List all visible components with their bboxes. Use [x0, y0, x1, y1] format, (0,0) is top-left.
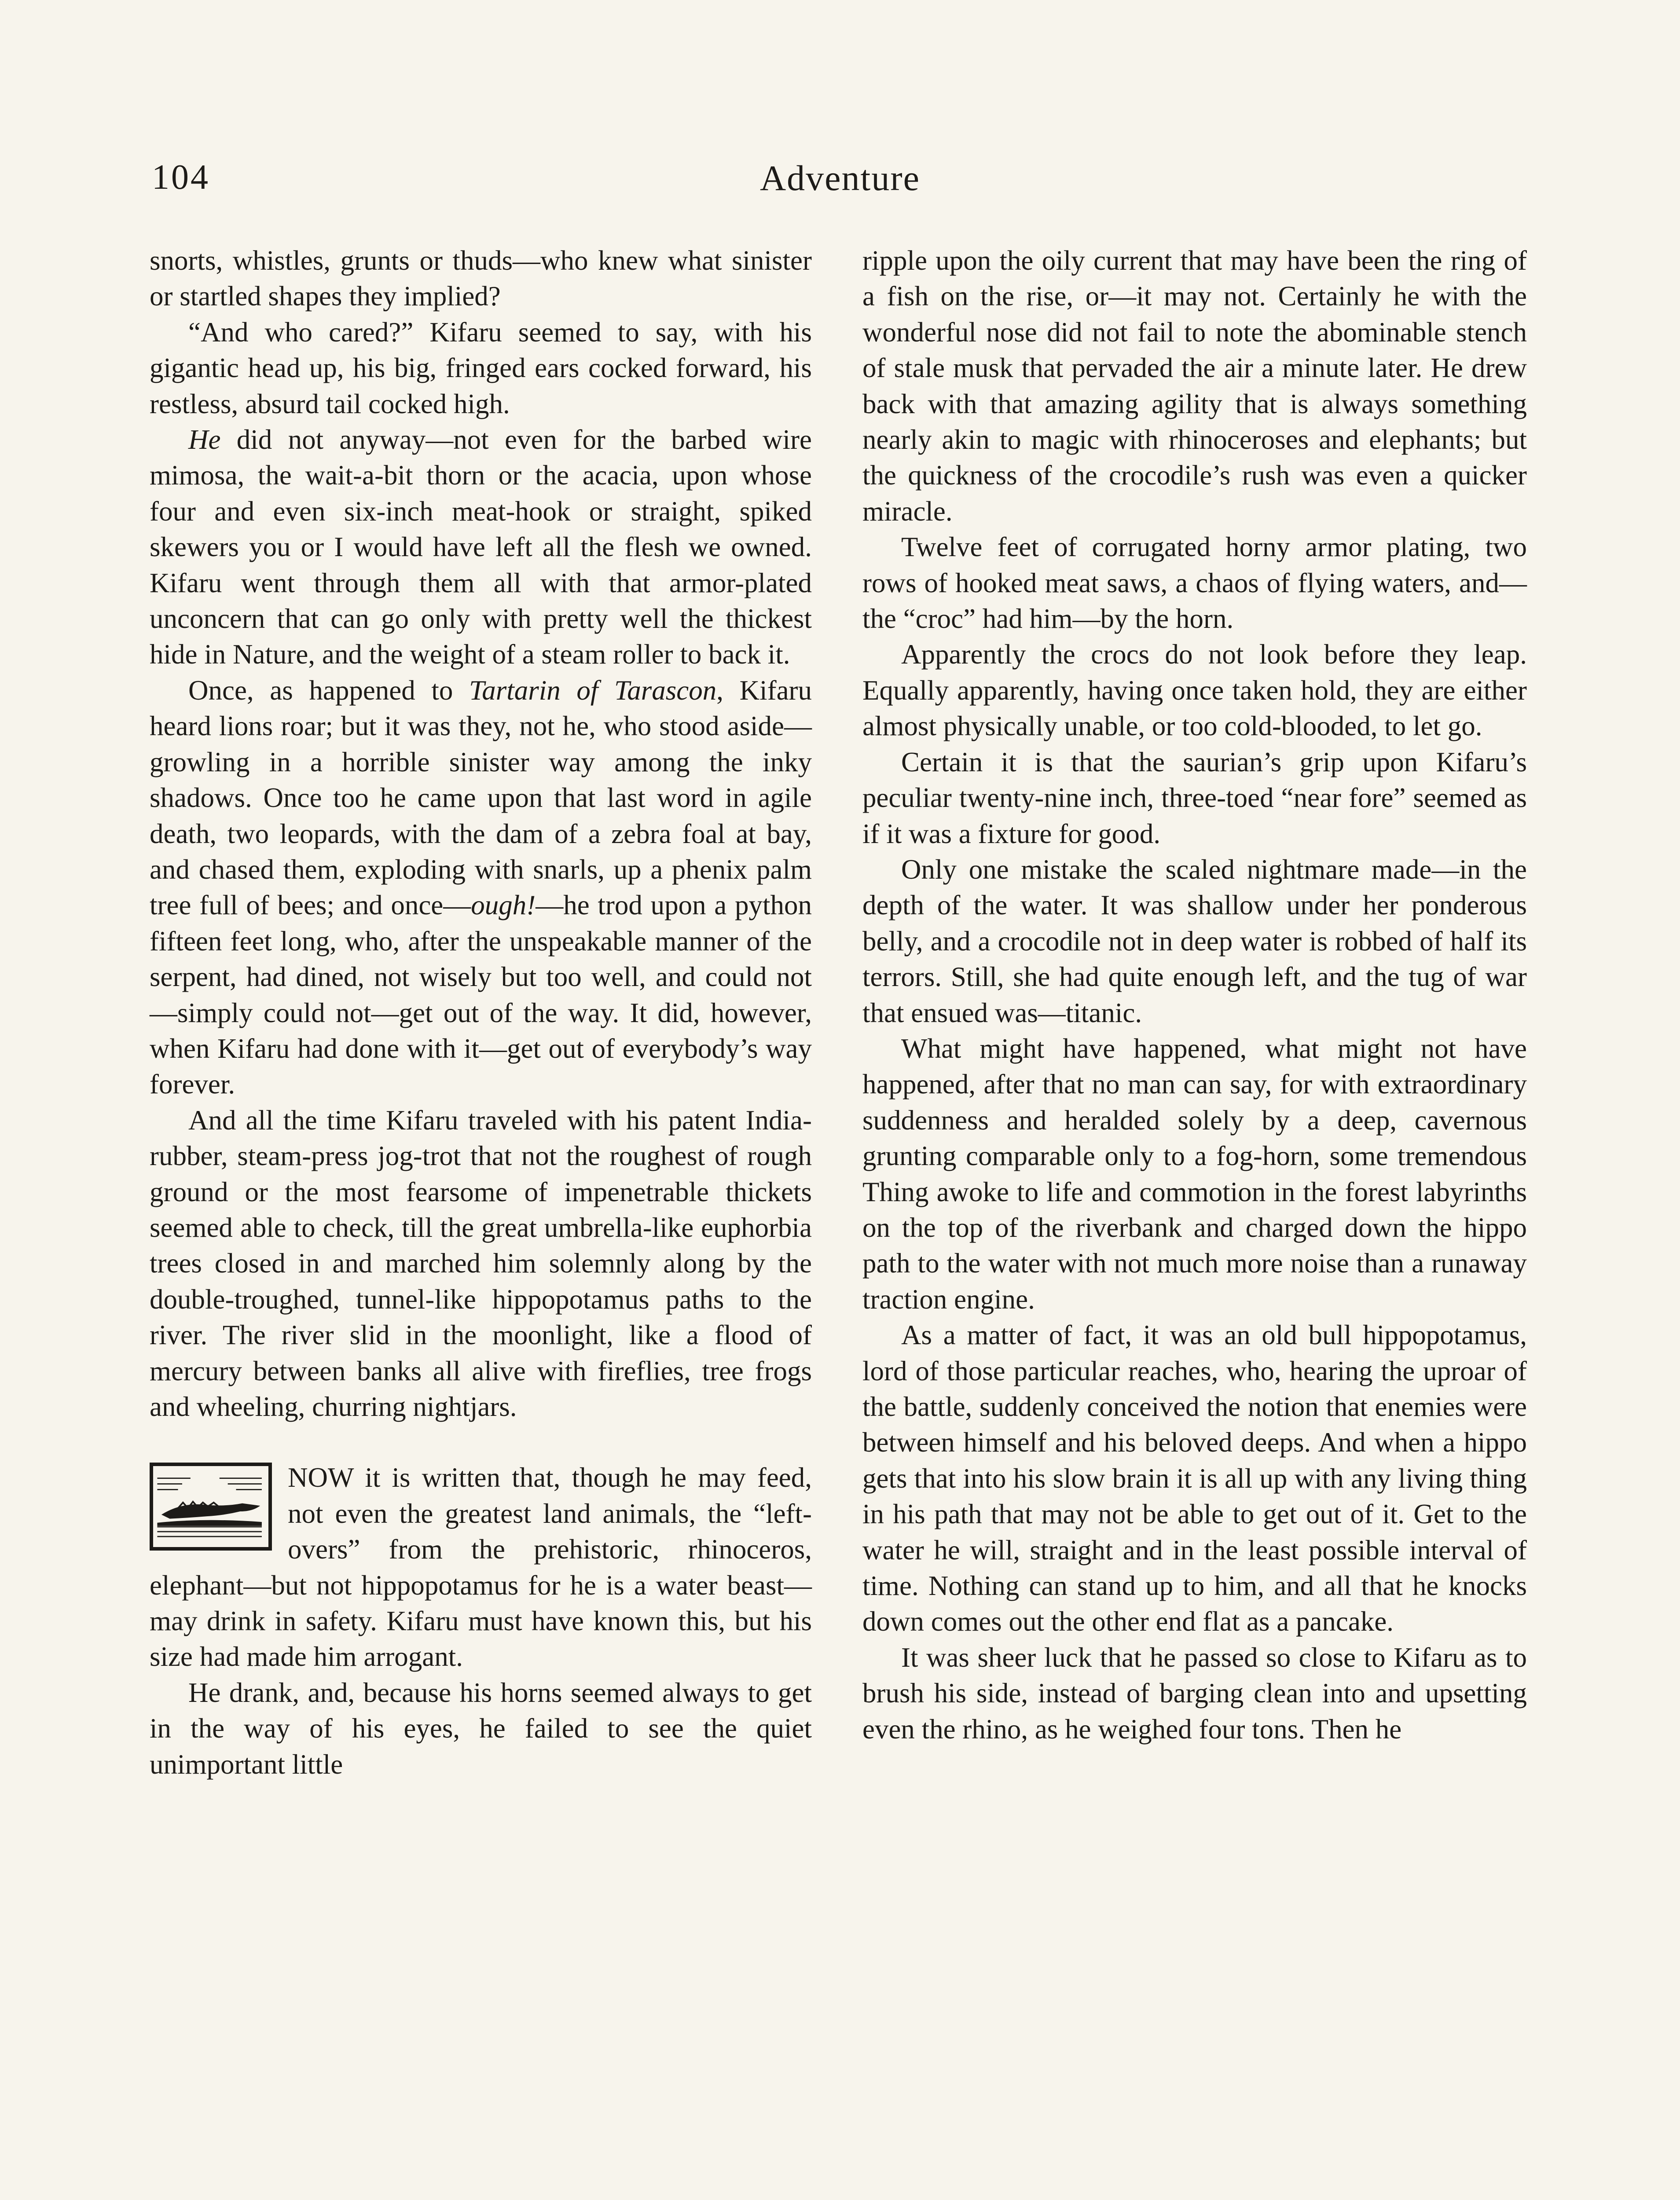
paragraph: It was sheer luck that he passed so close to Kifaru as to brush his side, instead of barging clean into and upsetting even the rhino, as he weighed four tons. Then he	[862, 1642, 1527, 1745]
emphasis-he: He	[188, 424, 221, 455]
paragraph: He drank, and, because his horns seemed always to get in the way of his eyes, he failed to see the quiet unimportant little	[150, 1677, 812, 1780]
paragraph	[150, 422, 812, 673]
paragraph: Certain it is that the saurian’s grip upon Kifaru’s peculiar twenty-nine inch, three-toed “near fore” seemed as if it was a fixture for good.	[862, 746, 1527, 849]
page-number: 104	[152, 158, 210, 197]
book-title: Tartarin of Tarascon	[469, 675, 717, 706]
paragraph: What might have happened, what might not have happened, after that no man can say, for with extraordinary suddenness and heralded solely by a deep, cavernous grunting comparable only to a fog-horn, some tremendous Thing awoke to life and commotion in the forest labyrinths on the top of the riverbank and charged down the hippo path to the water with not much more noise than a runaway traction engine.	[862, 1033, 1527, 1315]
paragraph-text: Once, as happened to	[188, 675, 453, 706]
paragraph-text: , Kifaru heard lions roar; but it was they, not he, who stood aside—growling in a horrible sinister way among the inky shadows. Once too he came upon that last word in agile death, two leopards, with the dam of a zebra foal at bay, and chased them, exploding with snarls, up a phenix palm tree full of bees; and once—	[150, 675, 812, 921]
emphasis-ough: ough!	[471, 890, 536, 921]
paragraph-text: did not anyway—not even for the barbed wire mimosa, the wait-a-bit thorn or the acacia, upon whose four and even six-inch meat-hook or straight, spiked skewers you or I would have left all the flesh we owned. Kifaru went through them all with that armor-plated unconcern that can go only with pretty well the thickest hide in Nature, and the weight of a steam roller to back it.	[150, 424, 812, 670]
right-column	[862, 243, 1527, 1747]
page-header	[0, 132, 1680, 198]
paragraph: And all the time Kifaru traveled with his patent India-rubber, steam-press jog-trot that not the roughest of rough ground or the most fearsome of impenetrable thickets seemed able to check, till the great umbrella-like euphorbia trees closed in and marched him solemnly along by the double-troughed, tunnel-like hippopotamus paths to the river. The river slid in the moonlight, like a flood of mercury between banks all alive with fireflies, tree frogs and wheeling, churring nightjars.	[150, 1104, 812, 1422]
left-column	[150, 243, 812, 1782]
paragraph	[150, 673, 812, 1103]
paragraph: “And who cared?” Kifaru seemed to say, with his gigantic head up, his big, fringed ears cocked forward, his restless, absurd tail cocked high.	[150, 316, 812, 419]
paragraph-text: NOW it is written that, though he may feed, not even the greatest land animals, the “left-overs” from the prehistoric, rhinoceros, elephant—but not hippopotamus for he is a water beast—may drink in safety. Kifaru must have known this, but his size had made him arrogant.	[150, 1462, 812, 1672]
paragraph: Apparently the crocs do not look before they leap. Equally apparently, having once taken hold, they are either almost physically unable, or too cold-blooded, to let go.	[862, 639, 1527, 742]
paragraph: Only one mistake the scaled nightmare made—in the depth of the water. It was shallow under her ponderous belly, and a crocodile not in deep water is robbed of half its terrors. Still, she had quite enough left, and the tug of war that ensued was—titanic.	[862, 854, 1527, 1028]
crocodile-vignette-icon	[150, 1463, 272, 1551]
paragraph: Twelve feet of corrugated horny armor plating, two rows of hooked meat saws, a chaos of flying waters, and—the “croc” had him—by the horn.	[862, 532, 1527, 634]
paragraph-text: —he trod upon a python fifteen feet long, who, after the unspeakable manner of the serpent, had dined, not wisely but too well, and could not—simply could not—get out of the way. It did, however, when Kifaru had done with it—get out of everybody’s way forever.	[150, 890, 812, 1100]
paragraph-with-vignette	[150, 1460, 812, 1675]
paragraph: As a matter of fact, it was an old bull hippopotamus, lord of those particular reaches, who, hearing the uproar of the battle, suddenly conceived the notion that enemies were between himself and his beloved deeps. And when a hippo gets that into his slow brain it is all up with any living thing in his path that may not be able to get out of it. Get to the water he will, straight and in the least possible interval of time. Nothing can stand up to him, and all that he knocks down comes out the other end flat as a pancake.	[862, 1320, 1527, 1637]
paragraph: ripple upon the oily current that may have been the ring of a fish on the rise, or—it may not. Certainly he with the wonderful nose did not fail to note the abominable stench of stale musk that pervaded the air a minute later. He drew back with that amazing agility that is always something nearly akin to magic with rhinoceroses and elephants; but the quickness of the crocodile’s rush was even a quicker miracle.	[862, 245, 1527, 527]
running-head: Adventure	[759, 158, 921, 198]
paragraph: snorts, whistles, grunts or thuds—who knew what sinister or startled shapes they implied?	[150, 245, 812, 312]
